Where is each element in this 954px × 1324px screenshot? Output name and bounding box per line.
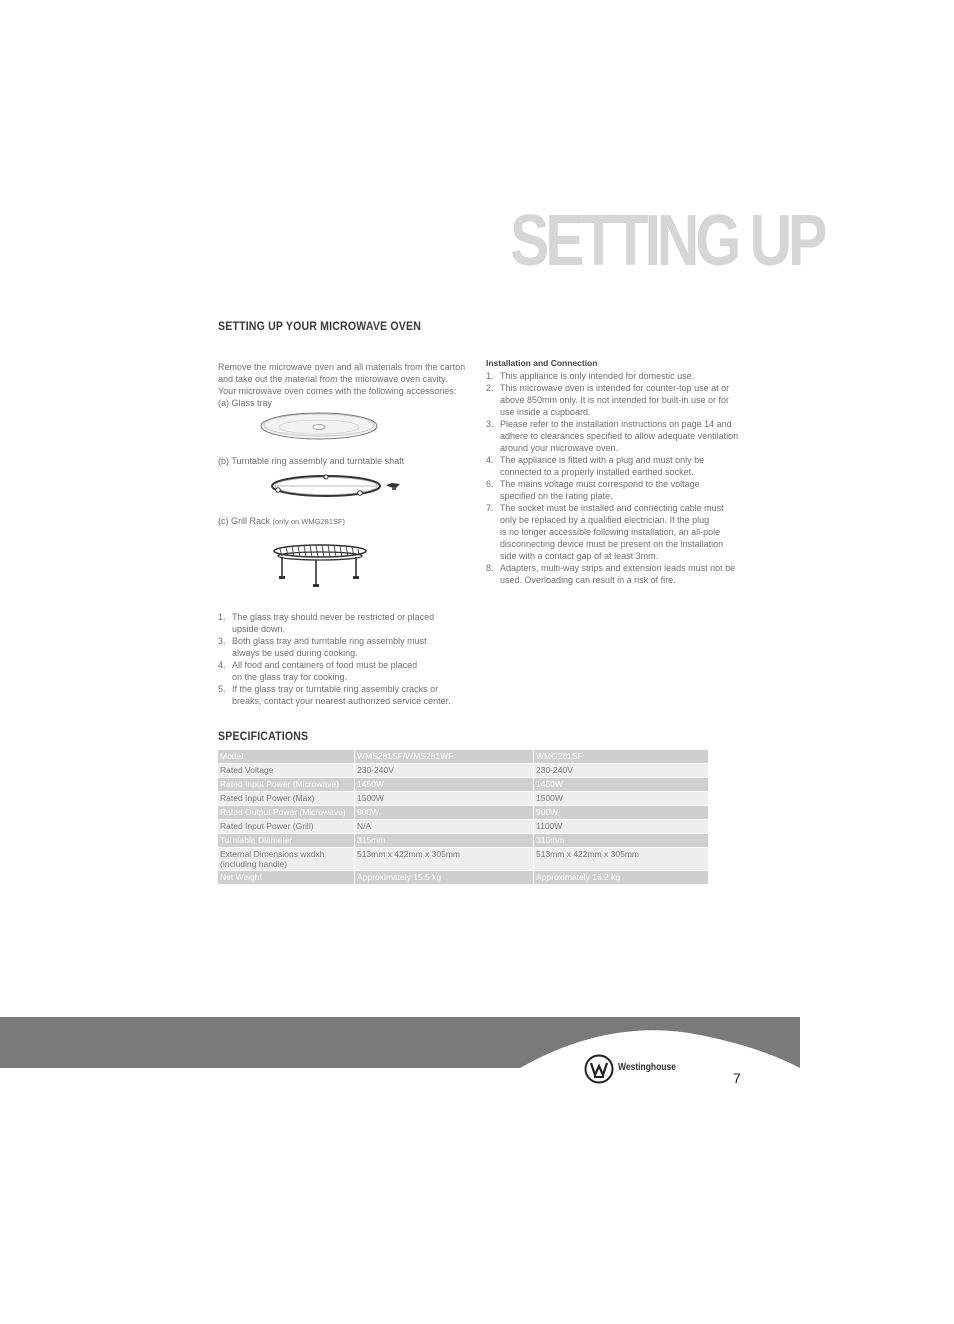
list-line: The glass tray should never be restricted or placed bbox=[232, 612, 435, 622]
list-line: This microwave oven is intended for counter-top use at or bbox=[500, 383, 730, 393]
list-line: connected to a properly installed earthed socket. bbox=[500, 467, 694, 477]
list-number: 3. bbox=[486, 419, 494, 429]
list-number: 2. bbox=[486, 383, 494, 393]
list-line: Both glass tray and turntable ring assembly must bbox=[232, 636, 427, 646]
list-number: 7. bbox=[486, 503, 494, 513]
brand-name: Westinghouse bbox=[618, 1062, 676, 1073]
list-item bbox=[486, 478, 740, 502]
list-item bbox=[486, 382, 740, 418]
list-line: on the glass tray for cooking. bbox=[232, 672, 348, 682]
list-item bbox=[486, 562, 740, 586]
table-row bbox=[218, 848, 708, 870]
list-item bbox=[218, 683, 472, 707]
list-number: 4. bbox=[486, 455, 494, 465]
list-item bbox=[486, 454, 740, 478]
table-cell: 900W bbox=[354, 806, 533, 819]
list-number: 5. bbox=[218, 684, 226, 694]
table-row bbox=[218, 871, 708, 884]
section-heading-specifications: SPECIFICATIONS bbox=[218, 729, 309, 743]
list-line: is no longer accessible following installation, an all-pole bbox=[500, 527, 721, 537]
table-cell: Approximately 16.2 kg bbox=[533, 871, 708, 884]
intro-text bbox=[218, 361, 465, 409]
specifications-table bbox=[218, 749, 708, 885]
list-item bbox=[218, 659, 472, 683]
item-c-note: (only on WMG281SF) bbox=[272, 517, 346, 526]
item-c-label bbox=[218, 515, 345, 528]
intro-line: Your microwave oven comes with the following accessories: bbox=[218, 386, 457, 396]
table-cell: 513mm x 422mm x 305mm bbox=[354, 848, 533, 870]
table-cell: 230-240V bbox=[533, 764, 708, 777]
list-item bbox=[486, 418, 740, 454]
list-line: disconnecting device must be present on the installation bbox=[500, 539, 724, 549]
care-notes-list bbox=[218, 611, 472, 707]
table-row bbox=[218, 764, 708, 777]
list-line: side with a contact gap of at least 3mm. bbox=[500, 551, 659, 561]
list-number: 4. bbox=[218, 660, 226, 670]
item-b-label: (b) Turntable ring assembly and turntable shaft bbox=[218, 456, 405, 466]
list-line: around your microwave oven. bbox=[500, 443, 619, 453]
table-cell: 1100W bbox=[533, 820, 708, 833]
list-line: This appliance is only intended for domestic use. bbox=[500, 371, 695, 381]
table-cell: Rated Input Power (Microwave) bbox=[218, 778, 354, 791]
list-line: above 850mm only. It is not intended for built-in use or for bbox=[500, 395, 729, 405]
list-line: Please refer to the installation instructions on page 14 and bbox=[500, 419, 732, 429]
list-line: upside down. bbox=[232, 624, 286, 634]
page-title: SETTING UP bbox=[510, 201, 824, 281]
item-c-text: (c) Grill Rack bbox=[218, 516, 270, 526]
table-cell: Rated Input Power (Grill) bbox=[218, 820, 354, 833]
table-cell: Turntable Diameter bbox=[218, 834, 354, 847]
table-cell: 1450W bbox=[533, 778, 708, 791]
list-item bbox=[218, 635, 472, 659]
table-row bbox=[218, 806, 708, 819]
grill-rack-illustration bbox=[268, 543, 372, 589]
list-number: 6. bbox=[486, 479, 494, 489]
list-line: breaks, contact your nearest authorized service center. bbox=[232, 696, 451, 706]
list-number: 1. bbox=[486, 371, 494, 381]
intro-line: Remove the microwave oven and all materials from the carton bbox=[218, 362, 466, 372]
list-line: Adapters, multi-way strips and extension leads must not be bbox=[500, 563, 736, 573]
page-number: 7 bbox=[733, 1070, 741, 1086]
table-cell: 1500W bbox=[533, 792, 708, 805]
turntable-ring-illustration bbox=[266, 470, 416, 504]
table-cell: Approximately 15.5 kg bbox=[354, 871, 533, 884]
list-number: 3. bbox=[218, 636, 226, 646]
table-cell: Rated Input Power (Max) bbox=[218, 792, 354, 805]
table-row bbox=[218, 834, 708, 847]
table-cell: Rated Output Power (Microwave) bbox=[218, 806, 354, 819]
glass-tray-illustration bbox=[258, 408, 380, 442]
list-number: 1. bbox=[218, 612, 226, 622]
intro-line: (a) Glass tray bbox=[218, 398, 273, 408]
table-cell: Net Weight bbox=[218, 871, 354, 884]
installation-heading: Installation and Connection bbox=[486, 358, 598, 368]
section-heading-setup: SETTING UP YOUR MICROWAVE OVEN bbox=[218, 319, 422, 333]
list-line: adhere to clearances specified to allow adequate ventilation bbox=[500, 431, 739, 441]
list-line: specified on the rating plate. bbox=[500, 491, 613, 501]
table-row bbox=[218, 792, 708, 805]
list-number: 8. bbox=[486, 563, 494, 573]
westinghouse-logo-icon bbox=[584, 1054, 614, 1084]
installation-list bbox=[486, 357, 740, 586]
table-cell: WMG281SF bbox=[533, 750, 708, 763]
list-item bbox=[218, 611, 472, 635]
table-cell: WMS281SF/WMS281WF bbox=[354, 750, 533, 763]
list-line: The mains voltage must correspond to the voltage bbox=[500, 479, 700, 489]
list-line: only be replaced by a qualified electrician. If the plug bbox=[500, 515, 710, 525]
table-row bbox=[218, 750, 708, 763]
table-cell: 315mm bbox=[533, 834, 708, 847]
list-item bbox=[486, 502, 740, 562]
list-line: always be used during cooking. bbox=[232, 648, 358, 658]
table-cell: Model bbox=[218, 750, 354, 763]
list-line: used. Overloading can result in a risk of fire. bbox=[500, 575, 676, 585]
table-cell: 230-240V bbox=[354, 764, 533, 777]
table-cell: Rated Voltage bbox=[218, 764, 354, 777]
list-line: If the glass tray or turntable ring assembly cracks or bbox=[232, 684, 439, 694]
table-cell: 513mm x 422mm x 305mm bbox=[533, 848, 708, 870]
table-cell: N/A bbox=[354, 820, 533, 833]
table-cell: External Dimensions wxdxh (including handle) bbox=[218, 848, 354, 870]
list-line: The appliance is fitted with a plug and must only be bbox=[500, 455, 705, 465]
intro-line: and take out the material from the microwave oven cavity. bbox=[218, 374, 448, 384]
list-line: All food and containers of food must be placed bbox=[232, 660, 418, 670]
table-cell: 900W bbox=[533, 806, 708, 819]
table-cell: 1450W bbox=[354, 778, 533, 791]
list-line: use inside a cupboard. bbox=[500, 407, 591, 417]
table-cell: 1500W bbox=[354, 792, 533, 805]
list-line: The socket must be installed and connecting cable must bbox=[500, 503, 724, 513]
list-item bbox=[486, 370, 740, 382]
table-row bbox=[218, 778, 708, 791]
table-cell: 315mm bbox=[354, 834, 533, 847]
table-row bbox=[218, 820, 708, 833]
